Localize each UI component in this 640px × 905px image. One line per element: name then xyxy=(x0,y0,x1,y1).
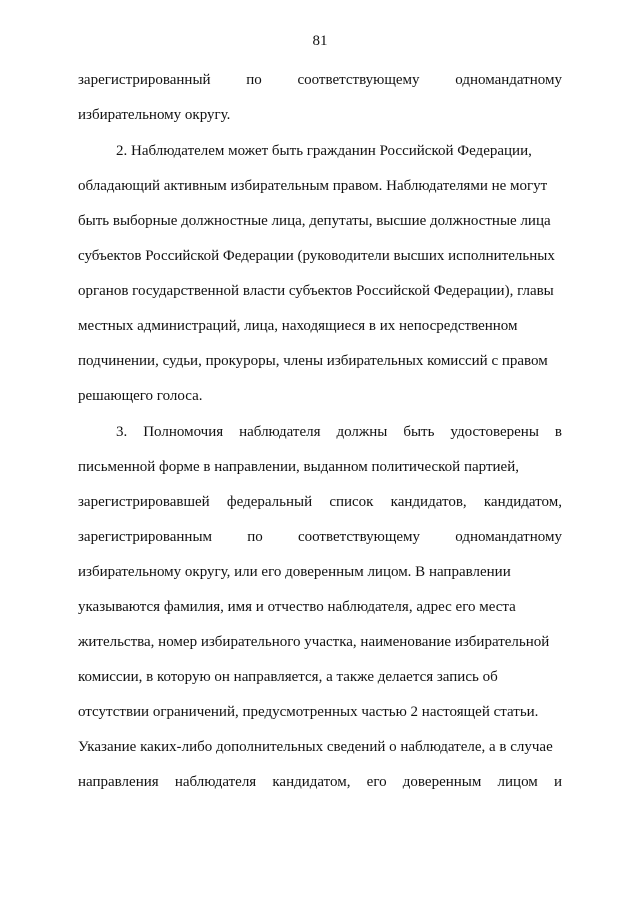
text-line-1 xyxy=(78,71,562,89)
word: зарегистрированным xyxy=(78,529,213,545)
word: кандидатом, xyxy=(483,494,562,510)
word: кандидатов, xyxy=(390,494,467,510)
text-line-21 xyxy=(78,773,562,791)
text-line-2: избирательному округу. xyxy=(78,107,231,123)
word: соответствующему xyxy=(297,529,421,545)
word: его xyxy=(366,774,387,790)
word: быть xyxy=(403,424,435,440)
text-line-6: субъектов Российской Федерации (руководители высших исполнительных xyxy=(78,248,555,264)
text-line-20: Указание каких-либо дополнительных сведений о наблюдателе, а в случае xyxy=(78,739,553,755)
word: и xyxy=(553,774,562,790)
word: список xyxy=(329,494,374,510)
word: наблюдателя xyxy=(174,774,257,790)
word: зарегистрировавшей xyxy=(78,494,210,510)
text-line-19: отсутствии ограничений, предусмотренных частью 2 настоящей статьи. xyxy=(78,704,539,720)
text-line-8: местных администраций, лица, находящиеся в их непосредственном xyxy=(78,318,518,334)
word: наблюдателя xyxy=(239,424,321,440)
word: в xyxy=(554,424,562,440)
word: федеральный xyxy=(226,494,313,510)
text-line-10: решающего голоса. xyxy=(78,388,203,404)
text-line-7: органов государственной власти субъектов Российской Федерации), главы xyxy=(78,283,554,299)
text-line-4: обладающий активным избирательным правом. Наблюдателями не могут xyxy=(78,178,548,194)
paragraph-3-start xyxy=(78,423,562,441)
word: по xyxy=(246,72,262,88)
word: зарегистрированный xyxy=(78,72,211,88)
text-line-15: избирательному округу, или его доверенным лицом. В направлении xyxy=(78,564,511,580)
word: лицом xyxy=(497,774,538,790)
text-line-5: быть выборные должностные лица, депутаты, высшие должностные лица xyxy=(78,213,551,229)
text-line-18: комиссии, в которую он направляется, а также делается запись об xyxy=(78,669,498,685)
word: Полномочия xyxy=(143,424,224,440)
word: соответствующему xyxy=(297,72,420,88)
text-line-9: подчинении, судьи, прокуроры, члены избирательных комиссий с правом xyxy=(78,353,548,369)
word: направления xyxy=(78,774,159,790)
word: одномандатному xyxy=(455,529,562,545)
word: удостоверены xyxy=(450,424,539,440)
text-line-16: указываются фамилия, имя и отчество наблюдателя, адрес его места xyxy=(78,599,516,615)
text-line-17: жительства, номер избирательного участка, наименование избирательной xyxy=(78,634,550,650)
word: кандидатом, xyxy=(272,774,351,790)
text-line-13 xyxy=(78,493,562,511)
text-line-14 xyxy=(78,528,562,546)
page-number: 81 xyxy=(312,33,328,49)
word: доверенным xyxy=(402,774,482,790)
paragraph-2-start: 2. Наблюдателем может быть гражданин Российской Федерации, xyxy=(116,143,532,159)
word: должны xyxy=(336,424,388,440)
text-line-12: письменной форме в направлении, выданном политической партией, xyxy=(78,459,519,475)
word: по xyxy=(247,529,263,545)
word: одномандатному xyxy=(455,72,562,88)
word: 3. xyxy=(116,424,128,440)
